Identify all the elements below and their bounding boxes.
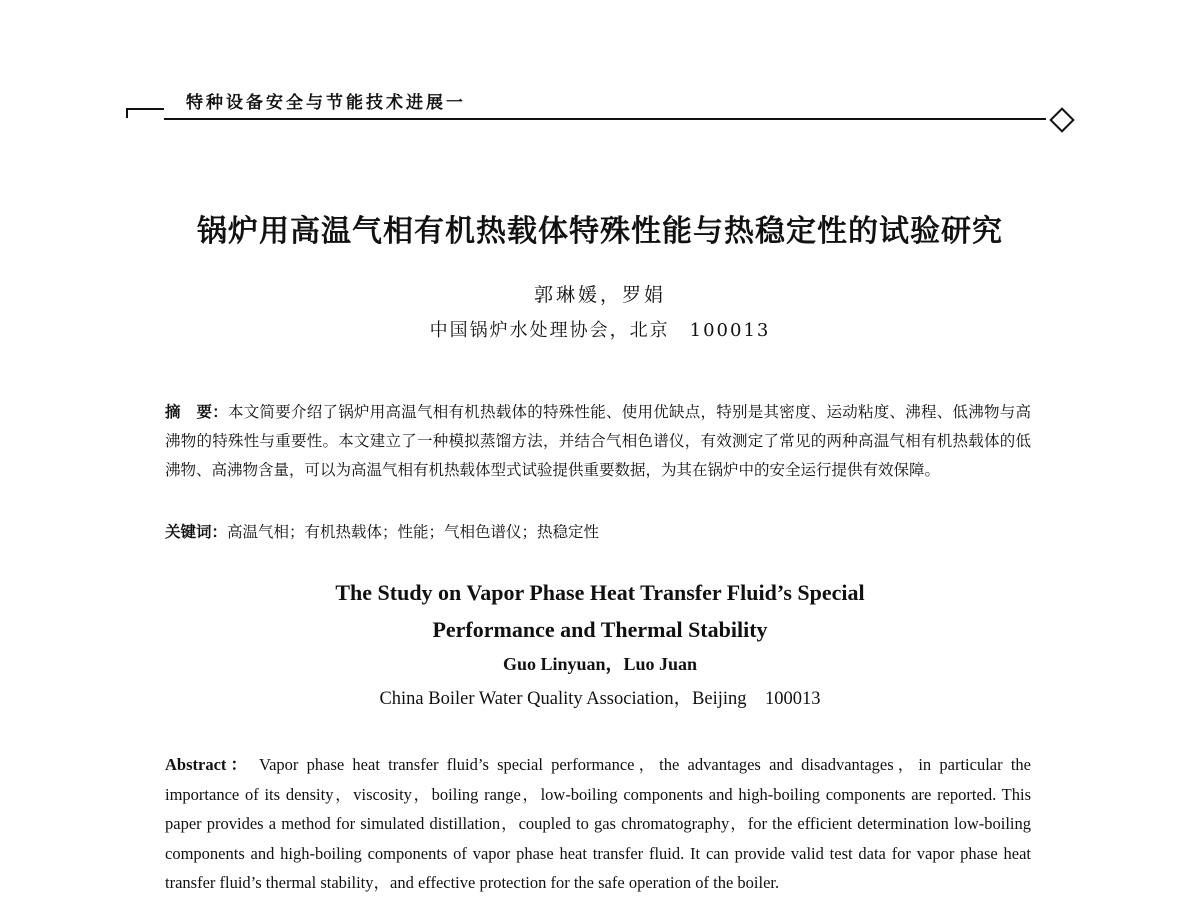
diamond-icon: [1049, 107, 1074, 132]
header-left-bracket: [126, 108, 164, 118]
paper-title-en-line2: Performance and Thermal Stability: [432, 617, 768, 642]
header-rule: [164, 118, 1046, 120]
abstract-cn-text: 本文简要介绍了锅炉用高温气相有机热载体的特殊性能、使用优缺点，特别是其密度、运动粘度、沸程、低沸物与高沸物的特殊性与重要性。本文建立了一种模拟蒸馏方法，并结合气相色谱仪，有效测定了常见的两种高温气相有机热载体的低沸物、高沸物含量，可以为高温气相有机热载体型式试验提供重要数据，为其在锅炉中的安全运行提供有效保障。: [165, 403, 1031, 479]
keywords-cn-text: 高温气相；有机热载体；性能；气相色谱仪；热稳定性: [227, 523, 600, 541]
keywords-cn-label: 关键词：: [165, 523, 228, 541]
abstract-en-text: Vapor phase heat transfer fluid’s special performance，the advantages and disadvantages，in particular the importance of its density，viscosity，boiling range，low-boiling components and high-boiling components are reported. This paper provides a method for simulated distillation，coupled to gas chromatography，for the efficient determination low-boiling components and high-boiling components of vapor phase heat transfer fluid. It can provide valid test data for vapor phase heat transfer fluid’s thermal stability，and effective protection for the safe operation of the boiler.: [165, 755, 1031, 892]
keywords-cn: [165, 518, 1031, 547]
abstract-en-label: Abstract：: [165, 755, 252, 774]
paper-title-en: [0, 574, 1200, 648]
running-header: 特种设备安全与节能技术进展一: [186, 93, 466, 113]
abstract-en: [165, 750, 1031, 898]
affiliation-en: China Boiler Water Quality Association，Beijing 100013: [379, 689, 821, 709]
abstract-cn: [165, 398, 1031, 485]
paper-title-en-line1: The Study on Vapor Phase Heat Transfer Fluid’s Special: [335, 580, 865, 605]
paper-title-cn: 锅炉用高温气相有机热载体特殊性能与热稳定性的试验研究: [197, 214, 1003, 249]
abstract-cn-label: 摘 要：: [165, 403, 228, 421]
affiliation-cn: 中国锅炉水处理协会，北京 100013: [429, 320, 771, 341]
authors-cn: 郭琳媛，罗娟: [533, 284, 666, 306]
authors-en: Guo Linyuan，Luo Juan: [502, 654, 698, 674]
